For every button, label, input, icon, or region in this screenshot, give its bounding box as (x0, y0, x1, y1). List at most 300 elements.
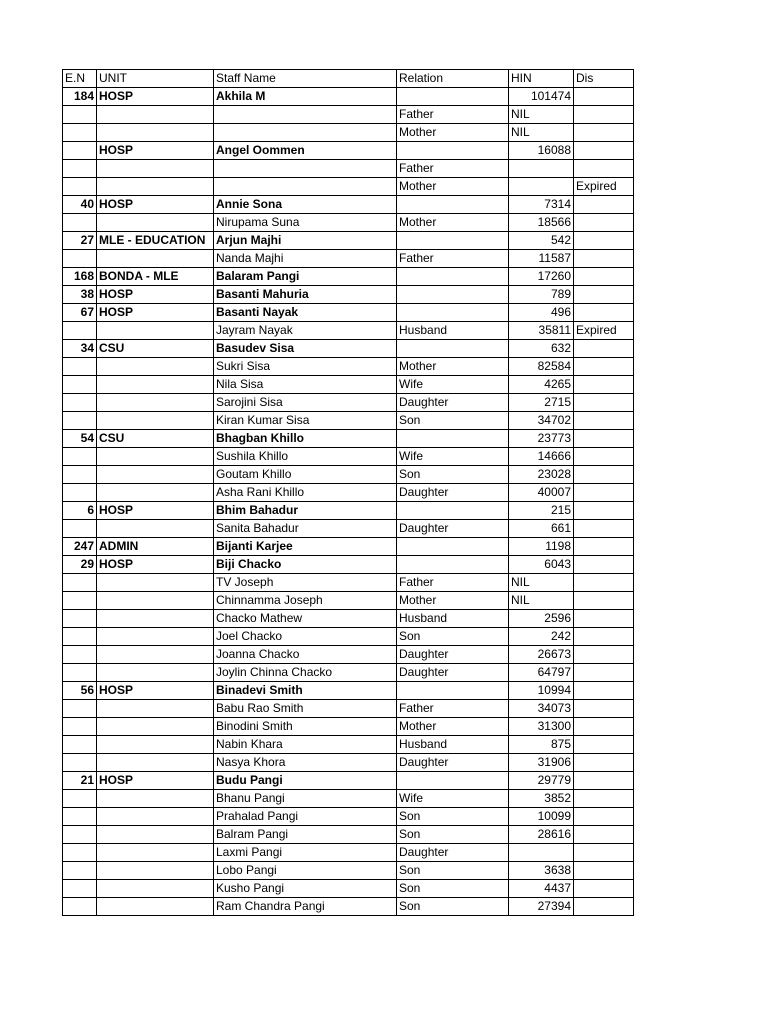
cell-unit (97, 898, 214, 916)
table-row (63, 844, 634, 862)
cell-dis (574, 808, 634, 826)
table-row (63, 286, 634, 304)
cell-staff-name (214, 124, 397, 142)
cell-dis (574, 754, 634, 772)
cell-en (63, 376, 97, 394)
cell-dis (574, 88, 634, 106)
cell-unit: BONDA - MLE (97, 268, 214, 286)
cell-staff-name: Balaram Pangi (214, 268, 397, 286)
cell-unit (97, 718, 214, 736)
header-cell-staff-name: Staff Name (214, 70, 397, 88)
cell-hin: 34073 (509, 700, 574, 718)
table-row (63, 466, 634, 484)
table-row (63, 628, 634, 646)
cell-staff-name: Balram Pangi (214, 826, 397, 844)
cell-dis (574, 664, 634, 682)
cell-staff-name: Bhagban Khillo (214, 430, 397, 448)
cell-dis (574, 610, 634, 628)
cell-staff-name: Biji Chacko (214, 556, 397, 574)
cell-hin (509, 844, 574, 862)
cell-hin: 34702 (509, 412, 574, 430)
cell-hin: 10994 (509, 682, 574, 700)
cell-relation (397, 268, 509, 286)
header-row (63, 70, 634, 88)
cell-relation: Husband (397, 322, 509, 340)
cell-staff-name: Binadevi Smith (214, 682, 397, 700)
cell-staff-name: TV Joseph (214, 574, 397, 592)
cell-en (63, 394, 97, 412)
cell-relation: Father (397, 106, 509, 124)
cell-hin: 242 (509, 628, 574, 646)
cell-en (63, 718, 97, 736)
table-row (63, 232, 634, 250)
cell-en (63, 862, 97, 880)
table-row (63, 538, 634, 556)
cell-hin: 789 (509, 286, 574, 304)
table-row (63, 124, 634, 142)
cell-en: 184 (63, 88, 97, 106)
cell-dis (574, 592, 634, 610)
cell-en: 21 (63, 772, 97, 790)
cell-hin: 875 (509, 736, 574, 754)
cell-dis (574, 502, 634, 520)
cell-hin: 3852 (509, 790, 574, 808)
table-row (63, 556, 634, 574)
table-row (63, 394, 634, 412)
cell-hin: 1198 (509, 538, 574, 556)
cell-dis (574, 268, 634, 286)
cell-dis (574, 520, 634, 538)
cell-hin: 82584 (509, 358, 574, 376)
table-row (63, 502, 634, 520)
cell-dis (574, 448, 634, 466)
cell-hin: 10099 (509, 808, 574, 826)
cell-hin: 27394 (509, 898, 574, 916)
cell-staff-name: Bhanu Pangi (214, 790, 397, 808)
cell-dis (574, 214, 634, 232)
cell-unit (97, 826, 214, 844)
cell-dis (574, 898, 634, 916)
cell-dis (574, 646, 634, 664)
cell-en (63, 106, 97, 124)
table-row (63, 160, 634, 178)
table-row (63, 358, 634, 376)
cell-unit (97, 520, 214, 538)
cell-relation (397, 304, 509, 322)
cell-relation: Son (397, 412, 509, 430)
table-row (63, 142, 634, 160)
cell-unit (97, 376, 214, 394)
cell-staff-name: Basudev Sisa (214, 340, 397, 358)
cell-relation: Mother (397, 124, 509, 142)
cell-hin: 2596 (509, 610, 574, 628)
table-row (63, 250, 634, 268)
cell-hin: 26673 (509, 646, 574, 664)
cell-dis (574, 790, 634, 808)
cell-staff-name: Bijanti Karjee (214, 538, 397, 556)
cell-staff-name: Joel Chacko (214, 628, 397, 646)
cell-unit (97, 700, 214, 718)
cell-hin (509, 178, 574, 196)
cell-relation: Husband (397, 736, 509, 754)
cell-hin: 542 (509, 232, 574, 250)
cell-unit (97, 844, 214, 862)
cell-relation: Mother (397, 214, 509, 232)
cell-hin: 29779 (509, 772, 574, 790)
cell-unit (97, 592, 214, 610)
cell-hin: 2715 (509, 394, 574, 412)
cell-unit: HOSP (97, 682, 214, 700)
cell-hin: 3638 (509, 862, 574, 880)
cell-staff-name: Annie Sona (214, 196, 397, 214)
cell-hin (509, 160, 574, 178)
cell-en: 54 (63, 430, 97, 448)
staff-table (62, 69, 634, 916)
header-cell-en: E.N (63, 70, 97, 88)
table-row (63, 682, 634, 700)
cell-en: 40 (63, 196, 97, 214)
cell-relation: Son (397, 628, 509, 646)
cell-unit (97, 358, 214, 376)
cell-relation: Son (397, 898, 509, 916)
cell-en (63, 736, 97, 754)
cell-en (63, 358, 97, 376)
cell-hin: NIL (509, 592, 574, 610)
cell-staff-name: Angel Oommen (214, 142, 397, 160)
cell-en (63, 484, 97, 502)
cell-relation: Daughter (397, 664, 509, 682)
cell-unit (97, 106, 214, 124)
cell-dis (574, 682, 634, 700)
cell-en (63, 790, 97, 808)
cell-en: 67 (63, 304, 97, 322)
cell-en (63, 448, 97, 466)
cell-staff-name: Laxmi Pangi (214, 844, 397, 862)
cell-en (63, 592, 97, 610)
cell-hin: 31300 (509, 718, 574, 736)
table-row (63, 376, 634, 394)
cell-staff-name: Jayram Nayak (214, 322, 397, 340)
cell-hin: 23028 (509, 466, 574, 484)
cell-dis (574, 358, 634, 376)
cell-unit (97, 880, 214, 898)
cell-relation: Son (397, 826, 509, 844)
cell-hin: NIL (509, 106, 574, 124)
cell-relation (397, 772, 509, 790)
cell-unit: MLE - EDUCATION (97, 232, 214, 250)
cell-hin: 40007 (509, 484, 574, 502)
cell-hin: 6043 (509, 556, 574, 574)
cell-dis (574, 430, 634, 448)
cell-unit (97, 160, 214, 178)
cell-relation: Mother (397, 178, 509, 196)
table-row (63, 610, 634, 628)
table-row (63, 772, 634, 790)
cell-staff-name: Arjun Majhi (214, 232, 397, 250)
cell-dis (574, 304, 634, 322)
header-cell-relation: Relation (397, 70, 509, 88)
cell-en: 6 (63, 502, 97, 520)
cell-dis (574, 880, 634, 898)
cell-unit (97, 178, 214, 196)
cell-unit: ADMIN (97, 538, 214, 556)
cell-relation: Wife (397, 790, 509, 808)
table-row (63, 484, 634, 502)
cell-en (63, 214, 97, 232)
cell-relation: Son (397, 880, 509, 898)
cell-staff-name: Sarojini Sisa (214, 394, 397, 412)
cell-relation (397, 142, 509, 160)
cell-staff-name: Babu Rao Smith (214, 700, 397, 718)
cell-unit: HOSP (97, 88, 214, 106)
cell-dis: Expired (574, 322, 634, 340)
cell-hin: 23773 (509, 430, 574, 448)
cell-dis (574, 484, 634, 502)
table-row (63, 304, 634, 322)
cell-en (63, 160, 97, 178)
cell-en (63, 610, 97, 628)
cell-en (63, 178, 97, 196)
cell-hin: 632 (509, 340, 574, 358)
cell-relation: Daughter (397, 844, 509, 862)
cell-relation (397, 340, 509, 358)
table-row (63, 340, 634, 358)
cell-unit (97, 646, 214, 664)
cell-unit: HOSP (97, 304, 214, 322)
cell-dis (574, 466, 634, 484)
cell-relation: Father (397, 700, 509, 718)
cell-relation: Husband (397, 610, 509, 628)
cell-dis (574, 160, 634, 178)
cell-en (63, 898, 97, 916)
table-row (63, 106, 634, 124)
cell-dis (574, 862, 634, 880)
cell-en (63, 880, 97, 898)
cell-relation: Son (397, 862, 509, 880)
cell-relation: Daughter (397, 754, 509, 772)
cell-relation (397, 502, 509, 520)
table-row (63, 826, 634, 844)
cell-unit: HOSP (97, 772, 214, 790)
cell-en (63, 700, 97, 718)
cell-hin: 31906 (509, 754, 574, 772)
cell-relation: Father (397, 250, 509, 268)
cell-hin: 11587 (509, 250, 574, 268)
table-row (63, 178, 634, 196)
cell-staff-name: Ram Chandra Pangi (214, 898, 397, 916)
cell-staff-name: Nabin Khara (214, 736, 397, 754)
cell-staff-name: Nanda Majhi (214, 250, 397, 268)
cell-unit (97, 628, 214, 646)
cell-en (63, 466, 97, 484)
cell-unit (97, 250, 214, 268)
cell-unit (97, 754, 214, 772)
cell-relation: Daughter (397, 484, 509, 502)
cell-unit (97, 610, 214, 628)
cell-relation (397, 430, 509, 448)
cell-en: 56 (63, 682, 97, 700)
cell-dis (574, 340, 634, 358)
header-cell-hin: HIN (509, 70, 574, 88)
cell-unit: HOSP (97, 502, 214, 520)
cell-unit (97, 322, 214, 340)
cell-hin: 4265 (509, 376, 574, 394)
cell-hin: 496 (509, 304, 574, 322)
cell-dis (574, 736, 634, 754)
cell-unit: HOSP (97, 286, 214, 304)
cell-staff-name: Asha Rani Khillo (214, 484, 397, 502)
cell-dis (574, 700, 634, 718)
table-row (63, 322, 634, 340)
cell-unit: CSU (97, 340, 214, 358)
table-row (63, 880, 634, 898)
cell-relation: Father (397, 160, 509, 178)
cell-dis (574, 844, 634, 862)
cell-dis (574, 106, 634, 124)
cell-en: 29 (63, 556, 97, 574)
cell-dis (574, 718, 634, 736)
cell-en (63, 664, 97, 682)
cell-staff-name: Sushila Khillo (214, 448, 397, 466)
table-row (63, 790, 634, 808)
cell-hin: 661 (509, 520, 574, 538)
cell-hin: NIL (509, 124, 574, 142)
cell-en (63, 322, 97, 340)
cell-hin: 64797 (509, 664, 574, 682)
cell-relation: Mother (397, 592, 509, 610)
cell-relation (397, 682, 509, 700)
cell-staff-name: Bhim Bahadur (214, 502, 397, 520)
cell-hin: 35811 (509, 322, 574, 340)
cell-relation (397, 556, 509, 574)
table-row (63, 898, 634, 916)
cell-en: 247 (63, 538, 97, 556)
cell-dis (574, 412, 634, 430)
table-row (63, 574, 634, 592)
table-row (63, 664, 634, 682)
cell-en (63, 826, 97, 844)
cell-unit: HOSP (97, 556, 214, 574)
cell-staff-name: Sukri Sisa (214, 358, 397, 376)
cell-dis (574, 772, 634, 790)
table-row (63, 592, 634, 610)
cell-staff-name: Joanna Chacko (214, 646, 397, 664)
cell-dis (574, 232, 634, 250)
cell-relation: Daughter (397, 520, 509, 538)
cell-staff-name: Prahalad Pangi (214, 808, 397, 826)
cell-unit: CSU (97, 430, 214, 448)
cell-staff-name: Basanti Nayak (214, 304, 397, 322)
cell-en (63, 808, 97, 826)
cell-unit (97, 394, 214, 412)
cell-unit (97, 448, 214, 466)
table-row (63, 412, 634, 430)
table-row (63, 700, 634, 718)
cell-unit: HOSP (97, 142, 214, 160)
cell-hin: 16088 (509, 142, 574, 160)
table-row (63, 754, 634, 772)
cell-dis (574, 286, 634, 304)
cell-hin: 101474 (509, 88, 574, 106)
cell-dis (574, 394, 634, 412)
cell-dis (574, 250, 634, 268)
cell-staff-name: Nila Sisa (214, 376, 397, 394)
cell-staff-name: Chinnamma Joseph (214, 592, 397, 610)
cell-relation: Mother (397, 718, 509, 736)
cell-en (63, 412, 97, 430)
cell-en: 38 (63, 286, 97, 304)
cell-staff-name: Joylin Chinna Chacko (214, 664, 397, 682)
cell-dis (574, 574, 634, 592)
cell-unit (97, 214, 214, 232)
cell-relation: Wife (397, 376, 509, 394)
cell-en (63, 520, 97, 538)
cell-hin: 14666 (509, 448, 574, 466)
cell-unit (97, 484, 214, 502)
cell-relation (397, 538, 509, 556)
cell-unit (97, 664, 214, 682)
cell-staff-name: Nasya Khora (214, 754, 397, 772)
cell-unit (97, 574, 214, 592)
table-row (63, 736, 634, 754)
cell-dis (574, 196, 634, 214)
cell-en (63, 628, 97, 646)
cell-relation: Son (397, 466, 509, 484)
cell-staff-name: Goutam Khillo (214, 466, 397, 484)
cell-staff-name: Kiran Kumar Sisa (214, 412, 397, 430)
cell-relation (397, 196, 509, 214)
cell-dis (574, 142, 634, 160)
cell-relation: Son (397, 808, 509, 826)
cell-relation (397, 232, 509, 250)
cell-relation: Daughter (397, 646, 509, 664)
cell-dis (574, 628, 634, 646)
cell-dis (574, 556, 634, 574)
cell-en (63, 754, 97, 772)
cell-hin: 4437 (509, 880, 574, 898)
table-row (63, 214, 634, 232)
cell-en (63, 574, 97, 592)
cell-relation (397, 286, 509, 304)
cell-relation: Father (397, 574, 509, 592)
cell-en (63, 250, 97, 268)
cell-unit: HOSP (97, 196, 214, 214)
cell-staff-name (214, 178, 397, 196)
cell-staff-name: Budu Pangi (214, 772, 397, 790)
cell-staff-name: Binodini Smith (214, 718, 397, 736)
cell-dis: Expired (574, 178, 634, 196)
cell-hin: 28616 (509, 826, 574, 844)
cell-en: 168 (63, 268, 97, 286)
cell-dis (574, 826, 634, 844)
cell-staff-name: Basanti Mahuria (214, 286, 397, 304)
table-row (63, 520, 634, 538)
cell-staff-name: Sanita Bahadur (214, 520, 397, 538)
cell-relation (397, 88, 509, 106)
cell-relation: Daughter (397, 394, 509, 412)
cell-staff-name: Chacko Mathew (214, 610, 397, 628)
cell-unit (97, 124, 214, 142)
cell-dis (574, 124, 634, 142)
cell-staff-name: Nirupama Suna (214, 214, 397, 232)
cell-unit (97, 862, 214, 880)
table-row (63, 646, 634, 664)
table-row (63, 808, 634, 826)
cell-hin: 18566 (509, 214, 574, 232)
cell-dis (574, 376, 634, 394)
header-cell-dis: Dis (574, 70, 634, 88)
cell-unit (97, 790, 214, 808)
